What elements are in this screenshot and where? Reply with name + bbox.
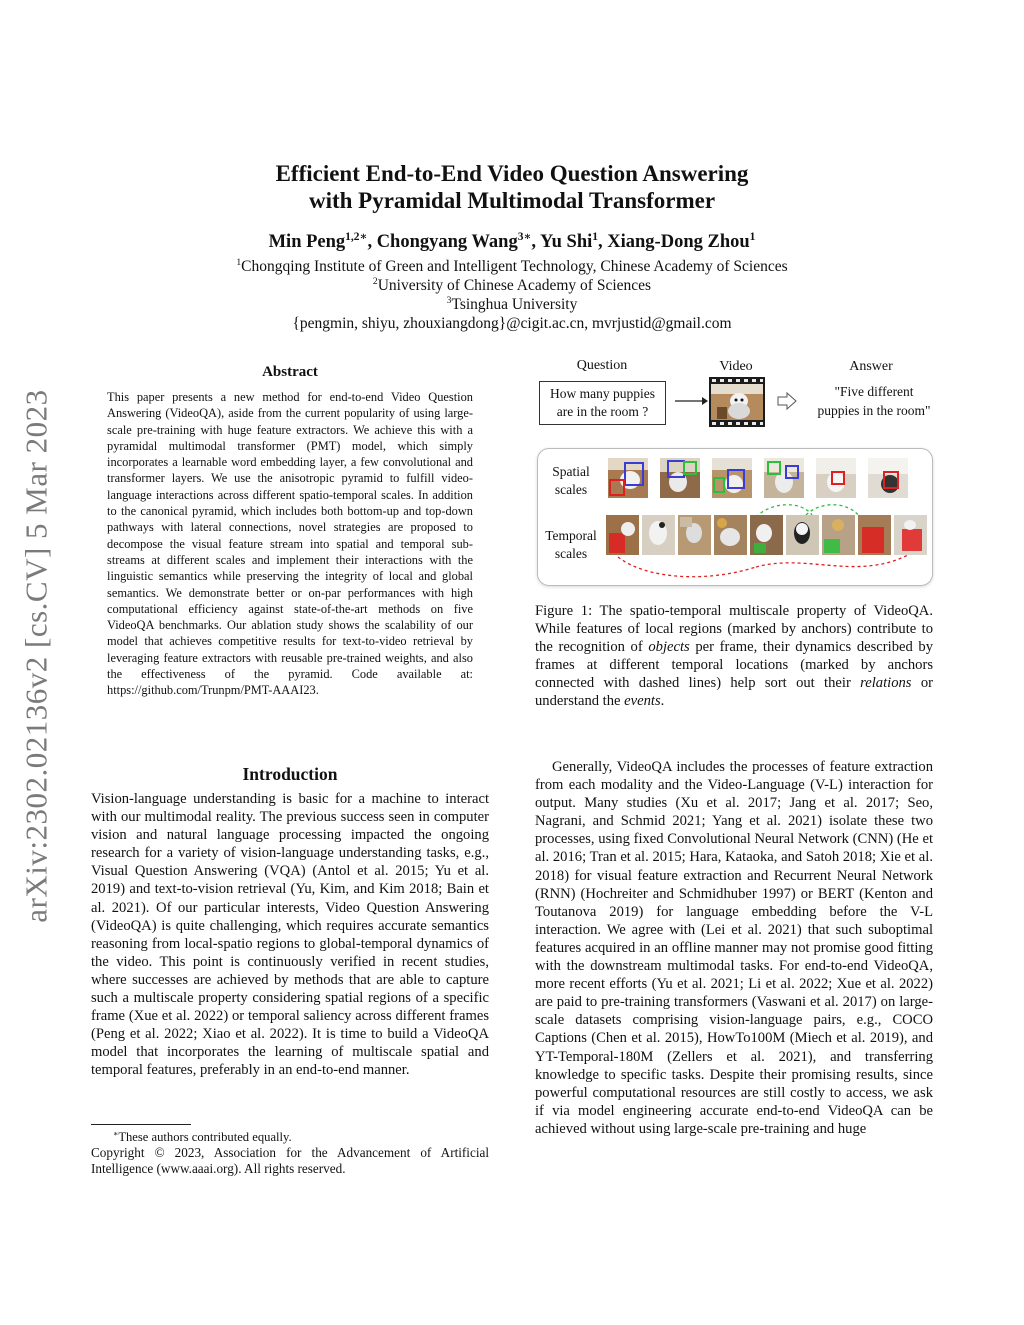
paper-title xyxy=(0,160,1024,214)
introduction-paragraph: Vision-language understanding is basic for a machine to interact with our multimodal reality. The previous success seen in computer vision and natural language processing impacted the ongoing research for a variety of vision-language understanding tasks, e.g., Visual Question Answering (VQA) (Antol et al. 2015; Yu et al. 2019) and text-to-vision retrieval (Yu, Kim, and Kim 2018; Bain et al. 2021). Of our particular interests, Video Question Answering (VideoQA) is quite challenging, which requires accurate semantics reasoning from local-spatio regions to global-temporal dynamics of the video. This point is continuously verified in recent studies, where successes are achieved by methods that are able to capture such a multiscale property considering spatial regions of a specific frame (Xue et al. 2022) or temporal saliency across different frames (Peng et al. 2022; Xiao et al. 2022). It is time to build a VideoQA model that incorporates the learning of multiscale spatial and temporal features, preferably in an end-to-end manner. xyxy=(91,791,489,1079)
answer-label: Answer xyxy=(849,359,893,374)
question-box: How many puppies are in the room ? xyxy=(539,381,666,425)
author-emails: {pengmin, shiyu, zhouxiangdong}@cigit.ac.cn, mvrjustid@gmail.com xyxy=(292,315,732,332)
spatial-scales-label: Spatial scales xyxy=(552,464,590,497)
figure-caption: Figure 1: The spatio-temporal multiscale property of VideoQA. While features of local regions (marked by anchors) contribute to the recognition of objects per frame, their dynamics described by frames at different temporal locations (marked by anchors connected with dashed lines) help sort out their relations or understand the events. xyxy=(535,603,933,710)
spatial-frame xyxy=(868,458,908,498)
introduction-heading: Introduction xyxy=(242,764,338,784)
temporal-frame xyxy=(642,515,675,555)
answer-text: "Five different puppies in the room" xyxy=(817,384,931,418)
abstract-heading: Abstract xyxy=(262,364,318,380)
affiliations xyxy=(0,257,1024,333)
temporal-scales-label: Temporal scales xyxy=(545,528,597,561)
affiliation: $^1$Chongqing Institute of Green and Intelligent Technology, Chinese Academy of Sciences xyxy=(236,256,788,275)
spatial-frame xyxy=(608,458,648,498)
arxiv-identifier-text: arXiv:2302.02136v2 [cs.CV] 5 Mar 2023 xyxy=(19,389,55,923)
temporal-frames xyxy=(606,503,930,583)
question-label: Question xyxy=(576,358,628,373)
author: Xiang-Dong Zhou$^1$ xyxy=(607,230,756,252)
title-line-2: with Pyramidal Multimodal Transformer xyxy=(308,188,716,213)
spatial-frames xyxy=(608,458,928,500)
footnote-rule xyxy=(91,1124,191,1125)
copyright-notice: Copyright © 2023, Association for the Advancement of Artificial Intelligence (www.aaai.org). All rights reserved. xyxy=(91,1145,489,1177)
introduction-text xyxy=(91,790,489,1080)
temporal-frame xyxy=(822,515,855,555)
spatial-frame xyxy=(660,458,700,498)
spatial-frame xyxy=(816,458,856,498)
title-line-1: Efficient End-to-End Video Question Answering xyxy=(275,161,749,186)
temporal-frame xyxy=(786,515,819,555)
affiliation: $^3$Tsinghua University xyxy=(446,294,578,313)
temporal-frame xyxy=(858,515,891,555)
affiliation: $^2$University of Chinese Academy of Sciences xyxy=(372,275,652,294)
author-list xyxy=(0,230,1024,254)
arxiv-identifier xyxy=(8,354,66,958)
author: Yu Shi$^1$, xyxy=(539,230,608,252)
temporal-frame xyxy=(678,515,711,555)
abstract-text: This paper presents a new method for end-to-end Video Question Answering (VideoQA), aside from the current popularity of using large-scale pre-training with huge feature extractors. We achieve this with a pyramidal multimodal transformer (PMT) model, which simply incorporates a learnable word embedding layer, a few convolutional and transformer layers. We use the anisotropic pyramid to fulfill video-language interactions across different spatio-temporal scales. In addition to the canonical pyramid, which includes both bottom-up and top-down pathways with lateral connections, novel strategies are proposed to decompose the visual feature stream into spatial and temporal sub-streams at different scales and implement their interactions with the linguistic semantics while preserving the integrity of local and global semantics. We demonstrate better or on-par performances with high computational efficiency against state-of-the-art methods on five VideoQA benchmarks. Our ablation study shows the scalability of our model that achieves competitive results for text-to-video retrieval by leveraging feature extractors with reusable pre-trained weights, and also the effectiveness of the pyramid. Code available at: https://github.com/Trunpm/PMT-AAAI23. xyxy=(107,390,473,698)
temporal-frame xyxy=(894,515,927,555)
temporal-frame xyxy=(750,515,783,555)
spatial-frame xyxy=(712,458,752,498)
arrow-right-icon xyxy=(674,395,708,407)
temporal-frame xyxy=(714,515,747,555)
author: Min Peng$^{1,2∗}$, xyxy=(268,230,377,252)
video-thumbnail-icon xyxy=(709,377,765,427)
footnote: ∗These authors contributed equally. xyxy=(113,1128,292,1144)
body-paragraph: Generally, VideoQA includes the processes of feature extraction from each modality and the Video-Language (V-L) interaction for output. Many studies (Xu et al. 2017; Jang et al. 2017; Seo, Nagrani, and Schmid 2021; Yang et al. 2021) isolate these two processes, using fixed Convolutional Neural Network (CNN) (He et al. 2016; Tran et al. 2015; Hara, Kataoka, and Satoh 2018; Xie et al. 2018) for visual feature extraction and Recurrent Neural Network (RNN) (Hochreiter and Schmidhuber 1997) or BERT (Kenton and Toutanova 2019) for language embedding before the V-L interaction. We agree with (Lei et al. 2021) that such suboptimal features acquired in an offline manner may not promise good fitting with the downstream multimodal tasks. For end-to-end VideoQA, more recent efforts (Yu et al. 2021; Li et al. 2022; Xue et al. 2022) are paid to pre-training transformers (Vaswani et al. 2017) on large-scale datasets comprising vision-language pairs, e.g., COCO Captions (Chen et al. 2015), HowTo100M (Miech et al. 2019), and YT-Temporal-180M (Zellers et al. 2021), and transferring knowledge to specific tasks. Despite their promising results, since powerful computational resources are still costly to access, we ask if via model engineering accurate end-to-end VideoQA can be achieved without using large-scale pre-training and huge xyxy=(535,759,933,1137)
hollow-arrow-icon xyxy=(777,392,797,410)
spatial-frame xyxy=(764,458,804,498)
video-label: Video xyxy=(719,359,753,374)
right-column-text xyxy=(535,758,933,1138)
author: Chongyang Wang$^{3∗}$, xyxy=(376,230,540,252)
temporal-frame xyxy=(606,515,639,555)
